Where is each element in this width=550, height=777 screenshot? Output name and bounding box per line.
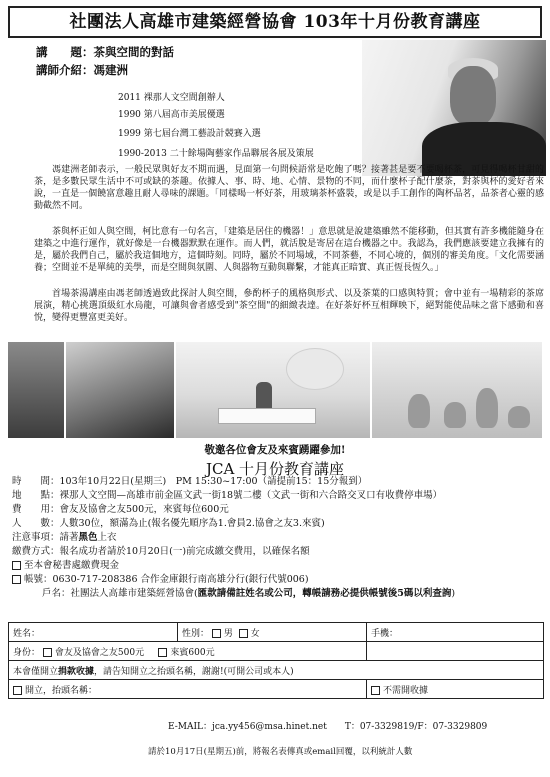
deadline-note: 請於10月17日(星期五)前，將報名表傳真或email回覆，以利統計人數 [148, 747, 413, 757]
identity-label: 身份： [13, 647, 41, 658]
bio-item: 1999 第七屆台灣工藝設計競賽入選 [118, 129, 261, 139]
gender-label: 性別： [182, 628, 210, 639]
female-label: 女 [250, 628, 260, 639]
phone-label: 手機： [371, 628, 399, 639]
name-field[interactable] [9, 623, 178, 642]
speaker-name: 馮建洲 [93, 63, 128, 77]
payment-option-cash[interactable] [12, 560, 119, 573]
no-receipt-label: 不需開收據 [383, 685, 429, 696]
page-title: 社團法人高雄市建築經營協會 103年十月份教育講座 [8, 6, 542, 38]
male-label: 男 [223, 628, 233, 639]
speaker-line [36, 62, 128, 78]
issue-receipt-field[interactable] [9, 680, 367, 699]
lecture-topic: 茶與空間的對話 [93, 45, 174, 59]
identity-field [9, 642, 367, 661]
notice-suffix: 上衣 [97, 532, 117, 543]
event-photo-1 [8, 342, 64, 438]
no-receipt-checkbox[interactable] [371, 686, 380, 695]
info-time: 時 間：103年10月22日(星期三) PM 15:30~17:00（請提前15：15分報到） [12, 476, 368, 487]
guest-label: 來賓600元 [170, 647, 215, 658]
info-payment: 繳費方式：報名成功者請於10月20日(一)前完成繳交費用，以確保名額 [12, 546, 310, 557]
account-prefix: 戶名：社團法人高雄市建築經營協會( [42, 588, 198, 599]
issue-receipt-label: 開立，抬頭名稱： [25, 685, 98, 696]
guest-checkbox[interactable] [158, 648, 167, 657]
name-label: 姓名： [13, 628, 41, 639]
contact-line: E-MAIL：jca.yy456@msa.hinet.net T：07-3329819/F：07-3329809 [168, 722, 488, 732]
notice-color: 黑色 [78, 532, 98, 543]
lecture-topic-line [36, 44, 174, 60]
bio-item: 1990 第八屆高市美展優選 [118, 110, 225, 120]
receipt-type: 捐款收據 [58, 666, 95, 677]
topic-label: 講 題： [36, 45, 94, 59]
cash-checkbox[interactable] [12, 561, 21, 570]
identity-blank [367, 642, 544, 661]
payment-option-transfer[interactable] [12, 574, 309, 587]
female-checkbox[interactable] [239, 629, 248, 638]
intro-paragraph: 馮建洲老師表示，一般民眾與好友不期而遇，見面第一句問候語常是吃飽了嗎？接著甚是要不要喝杯茶，可見得喝杯甘甜的茶，是多數民眾生活中不可或缺的茶趣。依據人、事、時、地、心情、景物的不同，而什麼杯子配什麼茶，對茶與杯的愛好者來說，一直是一個饒富意趣且耐人尋味的課題。「同樣喝一杯好茶，用玻璃茶杯盛裝，或是以手工創作的陶杯品茗，品茶者心靈的感動截然不同。 [34, 165, 544, 211]
body-paragraph: 茶與杯正如人與空間，柯比意有一句名言，「建築是居住的機器！」意思就是說建築雖然不能移動，但其實有許多機能隨身在建築之中進行運作，就好像是一台機器默默在運作。而人們，就活脫是寄居在這台機器之中。我認為，我們應該要建立我擁有的是，屬於我們自己，屬於我這個地方，這個時刻。同時，屬於不同場域，不同茶藝，不同心境的，個別的審美角度。「文化需要涵養；空間並不是單純的美學，而是空間與氛圍、人與器物互動與聯繫，才能真正暗實、真正恆長恆久。」 [34, 227, 544, 273]
account-end: ) [451, 588, 456, 599]
male-checkbox[interactable] [212, 629, 221, 638]
transfer-checkbox[interactable] [12, 575, 21, 584]
info-place: 地 點：裸那人文空間—高雄市前金區文武一街18號二樓（文武一街和六合路交叉口有收費停車場） [12, 490, 443, 501]
bio-item: 2011 裸那人文空間創辦人 [118, 93, 225, 103]
event-photo-2 [66, 342, 174, 438]
receipt-suffix: ，請告知開立之抬頭名稱，謝謝!(可開公司或本人) [94, 666, 294, 677]
transfer-option-label: 帳號：0630-717-208386 合作金庫銀行南高雄分行(銀行代號006) [24, 574, 309, 585]
info-fee: 費 用：會友及協會之友500元，來賓每位600元 [12, 504, 229, 515]
receipt-prefix: 本會僅開立 [13, 666, 59, 677]
no-receipt-field[interactable] [367, 680, 544, 699]
closing-paragraph: 首場茶湯講座由馮老師透過致此探討人與空間，參酌杯子的風格與形式、以及茶葉的口感與特質；會中並有一場精彩的茶席展演，精心挑選頂級紅水烏龍，可讓與會者感受到"茶空間"的細緻表達。在好茶好杯互相輝映下，絕對能使品味之當下感動和喜悅，變得更豐富更美好。 [34, 289, 544, 323]
speaker-label: 講師介紹： [36, 63, 94, 77]
member-checkbox[interactable] [43, 648, 52, 657]
bio-item: 1990-2013 二十餘場陶藝家作品聯展各展及策展 [118, 149, 314, 159]
cash-option-label: 至本會秘書處繳費現金 [24, 560, 120, 571]
ceramics-photo [372, 342, 542, 438]
phone-field[interactable] [367, 623, 544, 642]
event-subtitle: JCA 十月份教育講座 [205, 460, 345, 478]
notice-prefix: 注意事項：請著 [12, 532, 79, 543]
account-name [42, 588, 455, 601]
info-count: 人 數：人數30位，額滿為止(報名優先順序為1.會員2.協會之友3.來賓) [12, 518, 325, 529]
registration-form [8, 622, 544, 699]
info-notice [12, 532, 117, 545]
tea-room-photo [176, 342, 370, 438]
speaker-portrait [362, 40, 546, 176]
account-note: 匯款請備註姓名或公司，轉帳請務必提供帳號後5碼以利查詢 [197, 588, 452, 599]
invitation-text: 敬邀各位會友及來賓踴躍參加! [204, 444, 346, 456]
gender-field [178, 623, 367, 642]
issue-receipt-checkbox[interactable] [13, 686, 22, 695]
receipt-note [9, 661, 544, 680]
member-label: 會友及協會之友500元 [54, 647, 145, 658]
